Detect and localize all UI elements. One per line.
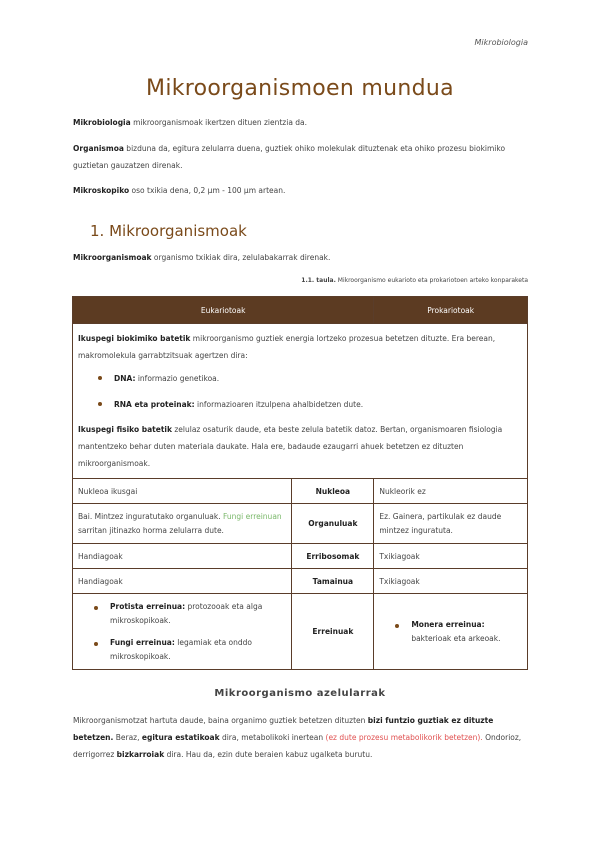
macromolecule-list bbox=[92, 370, 522, 413]
def-text: mikroorganismoak ikertzen dituen zientzia da. bbox=[130, 118, 308, 127]
col-header-prokariotoak: Prokariotoak bbox=[374, 297, 528, 324]
table-cell: Ez. Gainera, partikulak ez daude mintzez inguratuta. bbox=[374, 504, 528, 544]
acellular-paragraph: Mikroorganismotzat hartuta daude, baina organimo guztiek betetzen dituzten bizi funtzio guztiak ez dituzte betetzen. Beraz, egitura estatikoak dira, metabolikoki inertean (ez dute prozesu metabolikorik betetzen). Ondorioz, derrigorrez bizkarroiak dira. Hau da, ezin dute beraien kabuz ugalketa burutu. bbox=[73, 716, 522, 759]
def-term: Mikroskopiko bbox=[73, 186, 130, 195]
page-title: Mikroorganismoen mundua bbox=[146, 76, 454, 101]
bio-term: Ikuspegi biokimiko batetik bbox=[78, 334, 191, 343]
red-note: (ez dute prozesu metabolikorik betetzen). bbox=[325, 733, 483, 742]
def-mikrobiologia bbox=[73, 114, 528, 131]
table-cell bbox=[374, 594, 528, 670]
row-label-organuluak: Organuluak bbox=[292, 504, 374, 544]
table-cell: Handiagoak bbox=[73, 569, 292, 594]
fis-term: Ikuspegi fisiko batetik bbox=[78, 425, 172, 434]
biochem-paragraph bbox=[78, 330, 522, 364]
col-header-eukariotoak: Eukariotoak bbox=[73, 297, 374, 324]
table-caption bbox=[301, 277, 528, 284]
physical-paragraph bbox=[78, 421, 522, 472]
fis-text: zelulaz osaturik daude, eta beste zelula batetik datoz. Bertan, organismoaren fisiologia mantentzeko behar duten materiala daukate. Hala ere, badaude ezaugarri ahuek betetzen ez dituzten mikroorganismoak. bbox=[78, 425, 503, 468]
list-item: Fungi erreinua: legamiak eta onddo mikroskopikoak. bbox=[88, 636, 286, 664]
common-cell bbox=[73, 324, 528, 479]
caption-number: 1.1. taula. bbox=[301, 277, 336, 284]
table-cell: Nukleorik ez bbox=[374, 479, 528, 504]
list-item: Protista erreinua: protozooak eta alga mikroskopikoak. bbox=[88, 600, 286, 628]
table-cell bbox=[73, 594, 292, 670]
row-label-nukleoa: Nukleoa bbox=[292, 479, 374, 504]
def-text: bizduna da, egitura zelularra duena, guztiek ohiko molekulak dituztenak eta ohiko prozesu biokimiko guztietan gauzatzen direnak. bbox=[73, 144, 506, 170]
row-label-erreinuak: Erreinuak bbox=[292, 594, 374, 670]
kingdom-list-right bbox=[389, 618, 522, 646]
kingdom-list-left bbox=[88, 600, 286, 664]
def-text: oso txikia dena, 0,2 μm - 100 μm artean. bbox=[129, 186, 286, 195]
table-cell: Bai. Mintzez inguratutako organuluak. Fungi erreinuan sarritan jitinazko horma zelularra dute. bbox=[73, 504, 292, 544]
list-item: Monera erreinua: bakterioak eta arkeoak. bbox=[389, 618, 522, 646]
def-organismoa bbox=[73, 140, 528, 174]
def-term: Mikrobiologia bbox=[73, 118, 131, 127]
def-term: Organismoa bbox=[73, 144, 124, 153]
row-label-tamainua: Tamainua bbox=[292, 569, 374, 594]
header-subject: Mikrobiologia bbox=[474, 38, 528, 47]
fungi-highlight: Fungi erreinuan bbox=[222, 511, 282, 521]
row-label-erribosomak: Erribosomak bbox=[292, 544, 374, 569]
intro-term: Mikroorganismoak bbox=[73, 253, 152, 262]
section-heading: 1. Mikroorganismoak bbox=[90, 222, 247, 240]
section-intro bbox=[73, 249, 528, 266]
table-cell: Nukleoa ikusgai bbox=[73, 479, 292, 504]
table-cell: Txikiagoak bbox=[374, 569, 528, 594]
comparison-table bbox=[72, 296, 528, 670]
subsection-heading: Mikroorganismo azelularrak bbox=[214, 688, 386, 699]
table-cell: Handiagoak bbox=[73, 544, 292, 569]
list-item: DNA: informazio genetikoa. bbox=[92, 370, 522, 387]
caption-text: Mikroorganismo eukarioto eta prokariotoen arteko konparaketa bbox=[335, 277, 528, 284]
table-cell: Txikiagoak bbox=[374, 544, 528, 569]
def-mikroskopiko bbox=[73, 182, 528, 199]
list-item: RNA eta proteinak: informazioaren itzulpena ahalbidetzen dute. bbox=[92, 396, 522, 413]
bio-text: mikroorganismo guztiek energia lortzeko prozesua betetzen dituzte. Era berean, makromolekula garrabtzitsuak agertzen dira: bbox=[78, 334, 496, 360]
intro-text: organismo txikiak dira, zelulabakarrak direnak. bbox=[151, 253, 331, 262]
